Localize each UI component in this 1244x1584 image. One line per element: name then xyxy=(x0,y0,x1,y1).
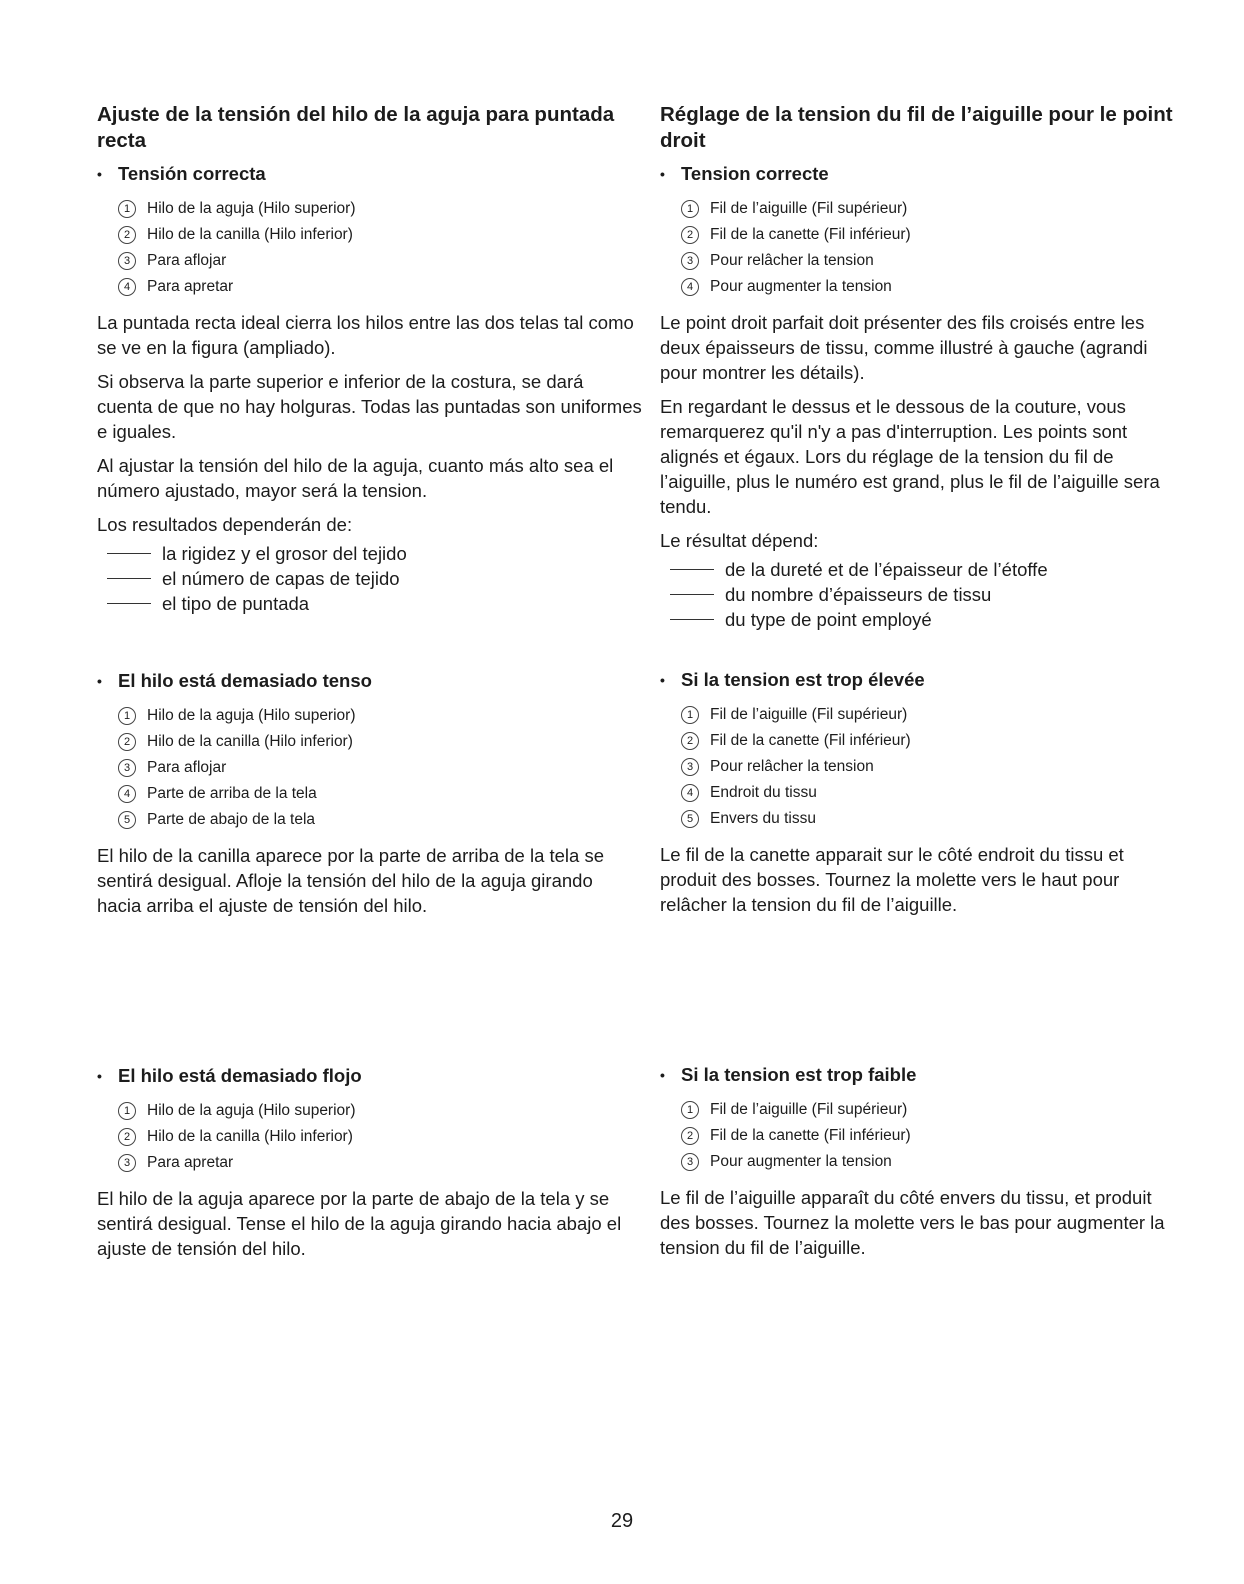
list-item: 5 Parte de abajo de la tela xyxy=(118,807,642,833)
list-item: 4 Parte de arriba de la tela xyxy=(118,781,642,807)
spanish-correct-list xyxy=(97,196,642,300)
circled-number-icon: 3 xyxy=(681,252,699,270)
dash-icon xyxy=(107,578,151,579)
list-item: 4 Pour augmenter la tension xyxy=(681,274,1180,300)
list-item: 3 Para aflojar xyxy=(118,248,642,274)
circled-number-icon: 2 xyxy=(118,733,136,751)
bullet-icon xyxy=(660,668,681,692)
list-item: 3 Pour relâcher la tension xyxy=(681,754,1180,780)
page-number: 29 xyxy=(610,1510,634,1532)
list-item: de la dureté et de l’épaisseur de l’étoffe xyxy=(670,557,1180,582)
circled-number-icon: 3 xyxy=(681,1153,699,1171)
spanish-correct-section xyxy=(97,102,642,616)
circled-number-icon: 3 xyxy=(118,1154,136,1172)
paragraph: En regardant le dessus et le dessous de la couture, vous remarquerez qu'il n'y a pas d'interruption. Les points sont alignés et égaux. Lors du réglage de la tension du fil de l’aiguille, plus le numéro est grand, plus le fil de l’aiguille sera tendu. xyxy=(660,396,1160,517)
spanish-loose-section xyxy=(97,1064,642,1270)
french-dash-list xyxy=(670,557,1180,632)
list-item: 2 Hilo de la canilla (Hilo inferior) xyxy=(118,222,642,248)
spanish-loose-list xyxy=(97,1098,642,1176)
circled-number-icon: 1 xyxy=(681,200,699,218)
paragraph: Le fil de la canette apparait sur le côté endroit du tissu et produit des bosses. Tournez la molette vers le haut pour relâcher la tension du fil de l’aiguille. xyxy=(660,844,1124,915)
list-item: el número de capas de tejido xyxy=(107,566,642,591)
list-item: du nombre d’épaisseurs de tissu xyxy=(670,582,1180,607)
dash-icon xyxy=(670,594,714,595)
list-item: du type de point employé xyxy=(670,607,1180,632)
circled-number-icon: 2 xyxy=(681,732,699,750)
french-loose-list xyxy=(660,1097,1180,1175)
paragraph: La puntada recta ideal cierra los hilos entre las dos telas tal como se ve en la figura (ampliado). xyxy=(97,312,634,358)
circled-number-icon: 4 xyxy=(118,785,136,803)
french-title: Réglage de la tension du fil de l’aiguille pour le point droit xyxy=(660,103,1173,152)
spanish-tight-section xyxy=(97,669,642,927)
spanish-loose-heading: • El hilo está demasiado flojo xyxy=(97,1064,642,1088)
circled-number-icon: 2 xyxy=(118,226,136,244)
bullet-icon xyxy=(97,669,118,693)
paragraph: Si observa la parte superior e inferior de la costura, se dará cuenta de que no hay holguras. Todas las puntadas son uniformes e iguales. xyxy=(97,371,642,442)
french-loose-heading: • Si la tension est trop faible xyxy=(660,1063,1180,1087)
bullet-icon xyxy=(97,1064,118,1088)
spanish-title: Ajuste de la tensión del hilo de la aguja para puntada recta xyxy=(97,103,615,152)
circled-number-icon: 1 xyxy=(118,1102,136,1120)
circled-number-icon: 3 xyxy=(118,252,136,270)
bullet-icon xyxy=(660,162,681,186)
list-item: 1 Fil de l’aiguille (Fil supérieur) xyxy=(681,196,1180,222)
list-item: 2 Hilo de la canilla (Hilo inferior) xyxy=(118,729,642,755)
paragraph: Al ajustar la tensión del hilo de la aguja, cuanto más alto sea el número ajustado, mayor será la tension. xyxy=(97,455,614,501)
paragraph: Los resultados dependerán de: xyxy=(97,514,353,535)
french-loose-section xyxy=(660,1063,1180,1269)
circled-number-icon: 4 xyxy=(118,278,136,296)
dash-icon xyxy=(670,569,714,570)
circled-number-icon: 2 xyxy=(118,1128,136,1146)
circled-number-icon: 1 xyxy=(118,707,136,725)
circled-number-icon: 4 xyxy=(681,278,699,296)
list-item: 2 Fil de la canette (Fil inférieur) xyxy=(681,222,1180,248)
dash-icon xyxy=(107,603,151,604)
french-tight-section xyxy=(660,668,1180,926)
list-item: 3 Pour relâcher la tension xyxy=(681,248,1180,274)
list-item: 1 Hilo de la aguja (Hilo superior) xyxy=(118,196,642,222)
circled-number-icon: 5 xyxy=(118,811,136,829)
list-item: 2 Fil de la canette (Fil inférieur) xyxy=(681,1123,1180,1149)
list-item: 2 Fil de la canette (Fil inférieur) xyxy=(681,728,1180,754)
circled-number-icon: 3 xyxy=(118,759,136,777)
french-correct-heading: • Tension correcte xyxy=(660,162,1180,186)
circled-number-icon: 5 xyxy=(681,810,699,828)
circled-number-icon: 1 xyxy=(681,706,699,724)
bullet-icon xyxy=(660,1063,681,1087)
list-item: 2 Hilo de la canilla (Hilo inferior) xyxy=(118,1124,642,1150)
list-item: 3 Para aflojar xyxy=(118,755,642,781)
list-item: 4 Endroit du tissu xyxy=(681,780,1180,806)
circled-number-icon: 2 xyxy=(681,1127,699,1145)
list-item: 5 Envers du tissu xyxy=(681,806,1180,832)
spanish-tight-list xyxy=(97,703,642,833)
spanish-tight-heading: • El hilo está demasiado tenso xyxy=(97,669,642,693)
french-tight-heading: • Si la tension est trop élevée xyxy=(660,668,1180,692)
list-item: 4 Para apretar xyxy=(118,274,642,300)
bullet-icon xyxy=(97,162,118,186)
dash-icon xyxy=(107,553,151,554)
list-item: 1 Hilo de la aguja (Hilo superior) xyxy=(118,703,642,729)
list-item: 1 Fil de l’aiguille (Fil supérieur) xyxy=(681,702,1180,728)
circled-number-icon: 2 xyxy=(681,226,699,244)
spanish-dash-list xyxy=(107,541,642,616)
circled-number-icon: 1 xyxy=(681,1101,699,1119)
french-tight-list xyxy=(660,702,1180,832)
list-item: 3 Pour augmenter la tension xyxy=(681,1149,1180,1175)
list-item: la rigidez y el grosor del tejido xyxy=(107,541,642,566)
list-item: 3 Para apretar xyxy=(118,1150,642,1176)
paragraph: El hilo de la canilla aparece por la parte de arriba de la tela se sentirá desigual. Afloje la tensión del hilo de la aguja girando hacia arriba el ajuste de tensión del hilo. xyxy=(97,845,605,916)
paragraph: El hilo de la aguja aparece por la parte de abajo de la tela y se sentirá desigual. Tense el hilo de la aguja girando hacia abajo el ajuste de tensión del hilo. xyxy=(97,1188,622,1259)
spanish-correct-heading: • Tensión correcta xyxy=(97,162,642,186)
paragraph: Le fil de l’aiguille apparaît du côté envers du tissu, et produit des bosses. Tournez la molette vers le bas pour augmenter la tension du fil de l’aiguille. xyxy=(660,1187,1165,1258)
circled-number-icon: 3 xyxy=(681,758,699,776)
french-correct-list xyxy=(660,196,1180,300)
list-item: 1 Fil de l’aiguille (Fil supérieur) xyxy=(681,1097,1180,1123)
list-item: 1 Hilo de la aguja (Hilo superior) xyxy=(118,1098,642,1124)
french-correct-section xyxy=(660,102,1180,632)
circled-number-icon: 4 xyxy=(681,784,699,802)
dash-icon xyxy=(670,619,714,620)
list-item: el tipo de puntada xyxy=(107,591,642,616)
circled-number-icon: 1 xyxy=(118,200,136,218)
paragraph: Le point droit parfait doit présenter des fils croisés entre les deux épaisseurs de tissu, comme illustré à gauche (agrandi pour montrer les détails). xyxy=(660,312,1148,383)
paragraph: Le résultat dépend: xyxy=(660,530,819,551)
